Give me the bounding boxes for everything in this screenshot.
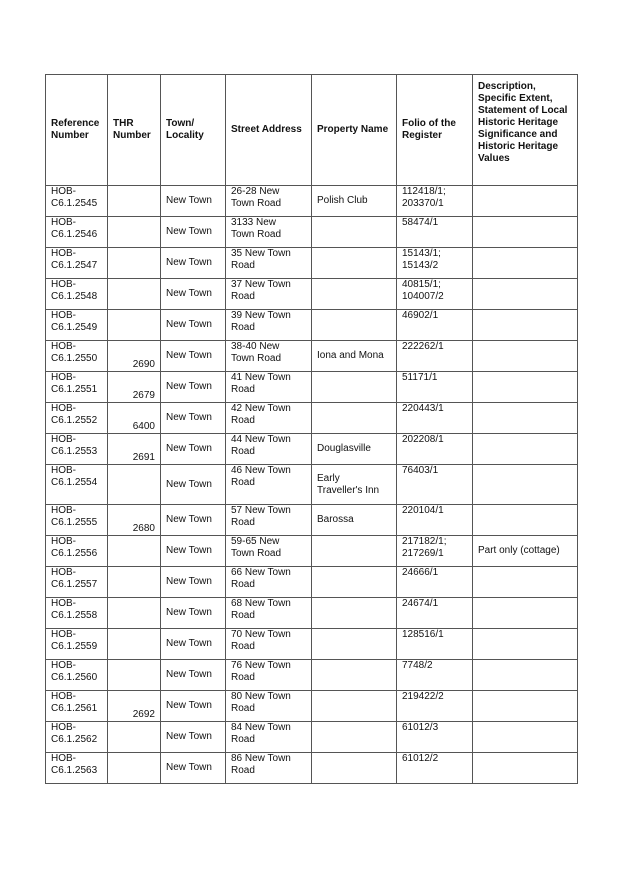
street-address-cell: 44 New Town Road bbox=[226, 434, 312, 465]
table-row bbox=[46, 341, 578, 372]
town-cell: New Town bbox=[161, 279, 226, 310]
street-address-cell: 76 New Town Road bbox=[226, 660, 312, 691]
reference-cell: HOB- C6.1.2558 bbox=[46, 598, 108, 629]
reference-cell: HOB- C6.1.2548 bbox=[46, 279, 108, 310]
reference-cell: HOB- C6.1.2562 bbox=[46, 722, 108, 753]
reference-cell: HOB- C6.1.2547 bbox=[46, 248, 108, 279]
description-cell bbox=[473, 598, 578, 629]
table-row bbox=[46, 691, 578, 722]
folio-cell: 51171/1 bbox=[397, 372, 473, 403]
folio-cell: 24666/1 bbox=[397, 567, 473, 598]
street-address-cell: 38-40 New Town Road bbox=[226, 341, 312, 372]
reference-cell: HOB- C6.1.2546 bbox=[46, 217, 108, 248]
description-cell bbox=[473, 753, 578, 784]
folio-cell: 15143/1; 15143/2 bbox=[397, 248, 473, 279]
reference-cell: HOB- C6.1.2552 bbox=[46, 403, 108, 434]
header-town-locality: Town/ Locality bbox=[161, 75, 226, 186]
table-row bbox=[46, 753, 578, 784]
thr-cell bbox=[108, 465, 161, 505]
description-cell bbox=[473, 217, 578, 248]
property-name-cell bbox=[312, 722, 397, 753]
street-address-cell: 68 New Town Road bbox=[226, 598, 312, 629]
thr-cell bbox=[108, 722, 161, 753]
description-cell: Part only (cottage) bbox=[473, 536, 578, 567]
header-property-name: Property Name bbox=[312, 75, 397, 186]
table-row bbox=[46, 505, 578, 536]
table-row bbox=[46, 217, 578, 248]
table-row bbox=[46, 403, 578, 434]
header-description: Description, Specific Extent, Statement of Local Historic Heritage Significance and Historic Heritage Values bbox=[473, 75, 578, 186]
thr-cell bbox=[108, 753, 161, 784]
town-cell: New Town bbox=[161, 629, 226, 660]
street-address-cell: 86 New Town Road bbox=[226, 753, 312, 784]
town-cell: New Town bbox=[161, 372, 226, 403]
property-name-cell bbox=[312, 660, 397, 691]
reference-cell: HOB- C6.1.2545 bbox=[46, 186, 108, 217]
town-cell: New Town bbox=[161, 186, 226, 217]
description-cell bbox=[473, 465, 578, 505]
folio-cell: 219422/2 bbox=[397, 691, 473, 722]
header-thr-number: THR Number bbox=[108, 75, 161, 186]
street-address-cell: 80 New Town Road bbox=[226, 691, 312, 722]
street-address-cell: 46 New Town Road bbox=[226, 465, 312, 505]
reference-cell: HOB- C6.1.2551 bbox=[46, 372, 108, 403]
table-row bbox=[46, 186, 578, 217]
description-cell bbox=[473, 248, 578, 279]
street-address-cell: 70 New Town Road bbox=[226, 629, 312, 660]
thr-cell: 6400 bbox=[108, 403, 161, 434]
table-row bbox=[46, 465, 578, 505]
thr-cell bbox=[108, 660, 161, 691]
folio-cell: 220104/1 bbox=[397, 505, 473, 536]
property-name-cell bbox=[312, 217, 397, 248]
table-row bbox=[46, 536, 578, 567]
folio-cell: 217182/1; 217269/1 bbox=[397, 536, 473, 567]
town-cell: New Town bbox=[161, 598, 226, 629]
property-name-cell bbox=[312, 753, 397, 784]
reference-cell: HOB- C6.1.2563 bbox=[46, 753, 108, 784]
thr-cell: 2679 bbox=[108, 372, 161, 403]
street-address-cell: 84 New Town Road bbox=[226, 722, 312, 753]
folio-cell: 128516/1 bbox=[397, 629, 473, 660]
table-header bbox=[46, 75, 578, 186]
folio-cell: 58474/1 bbox=[397, 217, 473, 248]
table-row bbox=[46, 248, 578, 279]
street-address-cell: 42 New Town Road bbox=[226, 403, 312, 434]
table-row bbox=[46, 722, 578, 753]
thr-cell bbox=[108, 248, 161, 279]
property-name-cell bbox=[312, 310, 397, 341]
description-cell bbox=[473, 660, 578, 691]
description-cell bbox=[473, 403, 578, 434]
property-name-cell bbox=[312, 279, 397, 310]
table-row bbox=[46, 629, 578, 660]
folio-cell: 7748/2 bbox=[397, 660, 473, 691]
table-row bbox=[46, 660, 578, 691]
town-cell: New Town bbox=[161, 403, 226, 434]
thr-cell bbox=[108, 598, 161, 629]
header-street-address: Street Address bbox=[226, 75, 312, 186]
table-row bbox=[46, 372, 578, 403]
property-name-cell bbox=[312, 403, 397, 434]
street-address-cell: 59-65 New Town Road bbox=[226, 536, 312, 567]
town-cell: New Town bbox=[161, 310, 226, 341]
description-cell bbox=[473, 186, 578, 217]
town-cell: New Town bbox=[161, 691, 226, 722]
reference-cell: HOB- C6.1.2550 bbox=[46, 341, 108, 372]
folio-cell: 61012/2 bbox=[397, 753, 473, 784]
description-cell bbox=[473, 567, 578, 598]
folio-cell: 24674/1 bbox=[397, 598, 473, 629]
description-cell bbox=[473, 341, 578, 372]
thr-cell bbox=[108, 279, 161, 310]
reference-cell: HOB- C6.1.2560 bbox=[46, 660, 108, 691]
street-address-cell: 41 New Town Road bbox=[226, 372, 312, 403]
reference-cell: HOB- C6.1.2559 bbox=[46, 629, 108, 660]
table-row bbox=[46, 598, 578, 629]
folio-cell: 76403/1 bbox=[397, 465, 473, 505]
property-name-cell bbox=[312, 372, 397, 403]
folio-cell: 112418/1; 203370/1 bbox=[397, 186, 473, 217]
folio-cell: 220443/1 bbox=[397, 403, 473, 434]
thr-cell bbox=[108, 310, 161, 341]
property-name-cell bbox=[312, 536, 397, 567]
folio-cell: 61012/3 bbox=[397, 722, 473, 753]
reference-cell: HOB- C6.1.2561 bbox=[46, 691, 108, 722]
property-name-cell bbox=[312, 248, 397, 279]
table-body bbox=[46, 186, 578, 784]
thr-cell: 2680 bbox=[108, 505, 161, 536]
property-name-cell: Douglasville bbox=[312, 434, 397, 465]
folio-cell: 46902/1 bbox=[397, 310, 473, 341]
street-address-cell: 35 New Town Road bbox=[226, 248, 312, 279]
thr-cell bbox=[108, 629, 161, 660]
thr-cell bbox=[108, 567, 161, 598]
reference-cell: HOB- C6.1.2549 bbox=[46, 310, 108, 341]
town-cell: New Town bbox=[161, 722, 226, 753]
town-cell: New Town bbox=[161, 341, 226, 372]
town-cell: New Town bbox=[161, 753, 226, 784]
header-row bbox=[46, 75, 578, 186]
town-cell: New Town bbox=[161, 536, 226, 567]
property-name-cell: Polish Club bbox=[312, 186, 397, 217]
description-cell bbox=[473, 691, 578, 722]
header-folio: Folio of the Register bbox=[397, 75, 473, 186]
header-reference-number: Reference Number bbox=[46, 75, 108, 186]
street-address-cell: 26-28 New Town Road bbox=[226, 186, 312, 217]
town-cell: New Town bbox=[161, 660, 226, 691]
property-name-cell bbox=[312, 629, 397, 660]
property-name-cell: Barossa bbox=[312, 505, 397, 536]
town-cell: New Town bbox=[161, 248, 226, 279]
street-address-cell: 66 New Town Road bbox=[226, 567, 312, 598]
description-cell bbox=[473, 310, 578, 341]
reference-cell: HOB- C6.1.2555 bbox=[46, 505, 108, 536]
thr-cell bbox=[108, 186, 161, 217]
thr-cell: 2692 bbox=[108, 691, 161, 722]
property-name-cell bbox=[312, 598, 397, 629]
heritage-register-table bbox=[45, 74, 578, 784]
town-cell: New Town bbox=[161, 567, 226, 598]
reference-cell: HOB- C6.1.2553 bbox=[46, 434, 108, 465]
thr-cell: 2691 bbox=[108, 434, 161, 465]
folio-cell: 222262/1 bbox=[397, 341, 473, 372]
description-cell bbox=[473, 434, 578, 465]
town-cell: New Town bbox=[161, 217, 226, 248]
thr-cell bbox=[108, 217, 161, 248]
property-name-cell: Early Traveller's Inn bbox=[312, 465, 397, 505]
table-row bbox=[46, 310, 578, 341]
description-cell bbox=[473, 722, 578, 753]
reference-cell: HOB- C6.1.2554 bbox=[46, 465, 108, 505]
description-cell bbox=[473, 372, 578, 403]
thr-cell bbox=[108, 536, 161, 567]
folio-cell: 202208/1 bbox=[397, 434, 473, 465]
description-cell bbox=[473, 629, 578, 660]
street-address-cell: 57 New Town Road bbox=[226, 505, 312, 536]
reference-cell: HOB- C6.1.2556 bbox=[46, 536, 108, 567]
table-row bbox=[46, 567, 578, 598]
property-name-cell bbox=[312, 691, 397, 722]
description-cell bbox=[473, 505, 578, 536]
street-address-cell: 3133 New Town Road bbox=[226, 217, 312, 248]
table-row bbox=[46, 279, 578, 310]
property-name-cell: Iona and Mona bbox=[312, 341, 397, 372]
folio-cell: 40815/1; 104007/2 bbox=[397, 279, 473, 310]
reference-cell: HOB- C6.1.2557 bbox=[46, 567, 108, 598]
town-cell: New Town bbox=[161, 434, 226, 465]
property-name-cell bbox=[312, 567, 397, 598]
description-cell bbox=[473, 279, 578, 310]
street-address-cell: 37 New Town Road bbox=[226, 279, 312, 310]
street-address-cell: 39 New Town Road bbox=[226, 310, 312, 341]
table-row bbox=[46, 434, 578, 465]
town-cell: New Town bbox=[161, 505, 226, 536]
town-cell: New Town bbox=[161, 465, 226, 505]
thr-cell: 2690 bbox=[108, 341, 161, 372]
